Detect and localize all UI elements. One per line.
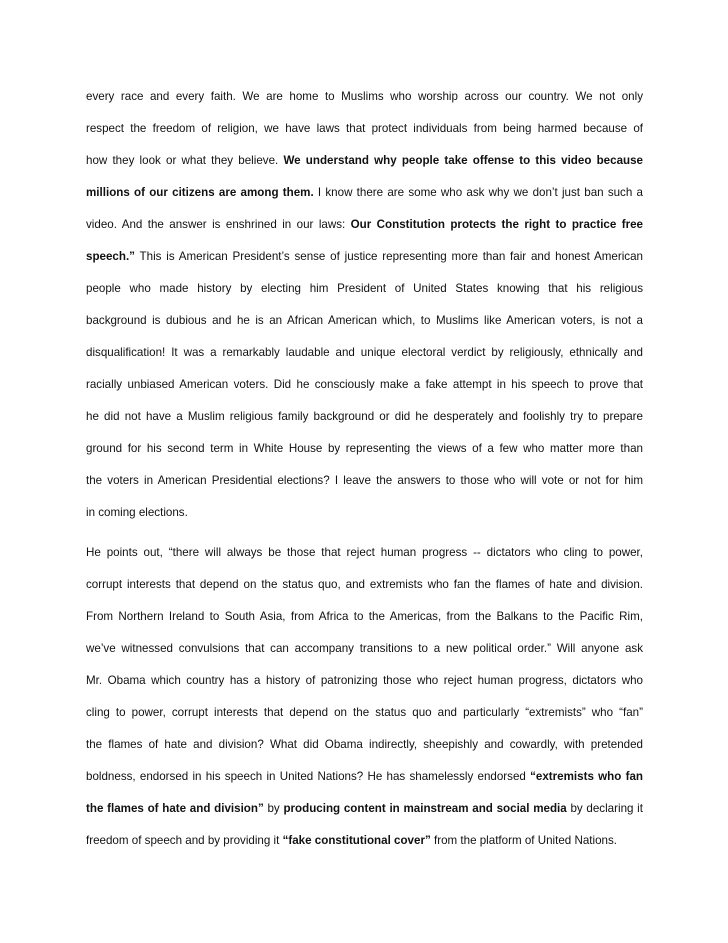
text-line	[86, 177, 643, 209]
text-segment: how they look or what they believe.	[86, 154, 284, 167]
text-segment: racially unbiased American voters. Did he consciously make a fake attempt in his speech to prove that	[86, 378, 643, 391]
text-segment: freedom of speech and by providing it	[86, 834, 283, 847]
text-segment: the flames of hate and division? What did Obama indirectly, sheepishly and cowardly, with pretended	[86, 738, 643, 751]
text-line	[86, 601, 643, 633]
text-segment: in coming elections.	[86, 506, 188, 519]
text-line	[86, 497, 643, 529]
text-segment: video. And the answer is enshrined in our laws:	[86, 218, 351, 231]
text-line	[86, 761, 643, 793]
text-segment: boldness, endorsed in his speech in United Nations? He has shamelessly endorsed	[86, 770, 531, 783]
text-line	[86, 793, 643, 825]
text-line	[86, 665, 643, 697]
text-segment: the voters in American Presidential elections? I leave the answers to those who will vote or not for him	[86, 474, 643, 487]
text-segment: disqualification! It was a remarkably laudable and unique electoral verdict by religiously, ethnically and	[86, 346, 643, 359]
text-segment: I know there are some who ask why we don’t just ban such a	[313, 186, 643, 199]
text-line	[86, 145, 643, 177]
text-line	[86, 465, 643, 497]
text-line	[86, 697, 643, 729]
text-line	[86, 825, 643, 857]
bold-text-segment: producing content in mainstream and social media	[283, 802, 567, 815]
bold-text-segment: “fake constitutional cover”	[282, 834, 431, 847]
text-segment: from the platform of United Nations.	[430, 834, 617, 847]
text-segment: every race and every faith. We are home to Muslims who worship across our country. We not only	[86, 90, 643, 103]
bold-text-segment: Our Constitution protects the right to practice free	[350, 218, 643, 231]
paragraph-2	[86, 537, 643, 857]
text-line	[86, 305, 643, 337]
text-line	[86, 209, 643, 241]
paragraph-1	[86, 81, 643, 529]
text-segment: From Northern Ireland to South Asia, from Africa to the Americas, from the Balkans to the Pacific Rim,	[86, 610, 643, 623]
text-segment: ground for his second term in White House by representing the views of a few who matter more than	[86, 442, 643, 455]
text-segment: Mr. Obama which country has a history of patronizing those who reject human progress, dictators who	[86, 674, 643, 687]
text-line	[86, 241, 643, 273]
text-line	[86, 113, 643, 145]
bold-text-segment: the flames of hate and division”	[86, 802, 264, 815]
text-segment: He points out, “there will always be those that reject human progress -- dictators who cling to power,	[86, 546, 643, 559]
text-segment: background is dubious and he is an African American which, to Muslims like American voters, is not a	[86, 314, 643, 327]
text-line	[86, 81, 643, 113]
text-segment: by declaring it	[566, 802, 643, 815]
bold-text-segment: “extremists who fan	[530, 770, 643, 783]
bold-text-segment: We understand why people take offense to this video because	[283, 154, 644, 167]
text-line	[86, 729, 643, 761]
text-line	[86, 633, 643, 665]
text-line	[86, 569, 643, 601]
text-line	[86, 537, 643, 569]
text-line	[86, 337, 643, 369]
bold-text-segment: speech.”	[86, 250, 135, 263]
bold-text-segment: millions of our citizens are among them.	[86, 186, 314, 199]
text-segment: he did not have a Muslim religious family background or did he desperately and foolishly try to prepare	[86, 410, 643, 423]
text-segment: people who made history by electing him President of United States knowing that his religious	[86, 282, 643, 295]
text-line	[86, 433, 643, 465]
text-line	[86, 401, 643, 433]
text-segment: we’ve witnessed convulsions that can accompany transitions to a new political order.” Will anyone ask	[86, 642, 643, 655]
text-segment: by	[263, 802, 284, 815]
text-segment: respect the freedom of religion, we have laws that protect individuals from being harmed because of	[86, 122, 643, 135]
text-segment: This is American President’s sense of justice representing more than fair and honest American	[134, 250, 643, 263]
text-line	[86, 273, 643, 305]
text-line	[86, 369, 643, 401]
text-segment: cling to power, corrupt interests that depend on the status quo and particularly “extremists” who “fan”	[86, 706, 643, 719]
text-segment: corrupt interests that depend on the status quo, and extremists who fan the flames of hate and division.	[86, 578, 643, 591]
